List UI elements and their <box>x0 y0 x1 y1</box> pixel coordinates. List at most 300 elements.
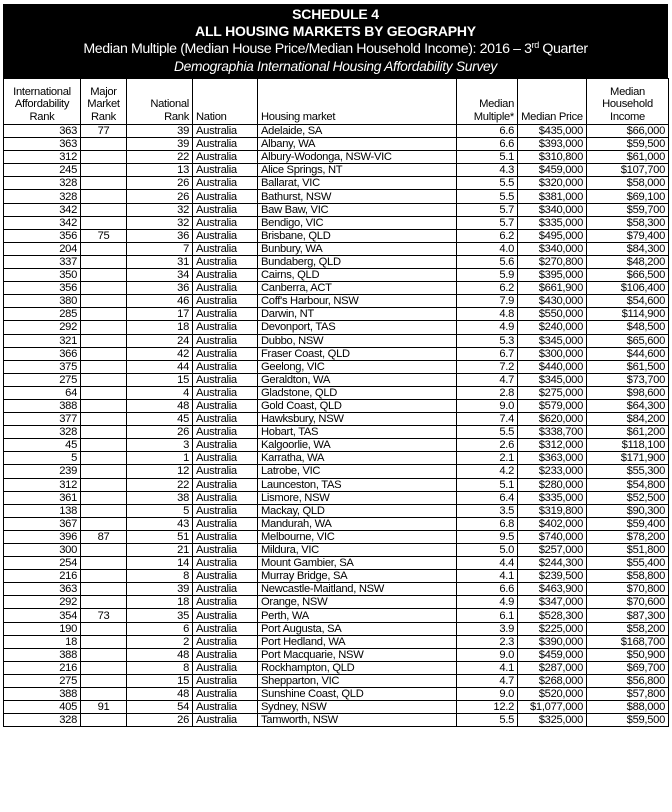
cell-multiple: 6.1 <box>457 609 518 622</box>
cell-nation: Australia <box>193 688 258 701</box>
cell-price: $335,000 <box>518 216 587 229</box>
cell-nation: Australia <box>193 530 258 543</box>
cell-nation: Australia <box>193 308 258 321</box>
cell-intl-rank: 361 <box>4 491 81 504</box>
cell-market: Shepparton, VIC <box>258 674 457 687</box>
table-row <box>4 714 669 727</box>
cell-market: Rockhampton, QLD <box>258 661 457 674</box>
cell-market: Cairns, QLD <box>258 269 457 282</box>
cell-national-rank: 5 <box>127 504 193 517</box>
cell-intl-rank: 5 <box>4 452 81 465</box>
table-row <box>4 452 669 465</box>
table-row <box>4 478 669 491</box>
cell-major-rank <box>81 714 127 727</box>
table-row <box>4 583 669 596</box>
cell-price: $345,000 <box>518 373 587 386</box>
subtitle-superscript: rd <box>531 40 539 50</box>
cell-price: $312,000 <box>518 439 587 452</box>
cell-multiple: 4.7 <box>457 674 518 687</box>
table-row <box>4 295 669 308</box>
table-row <box>4 609 669 622</box>
cell-market: Geraldton, WA <box>258 373 457 386</box>
cell-market: Mandurah, WA <box>258 517 457 530</box>
cell-price: $335,000 <box>518 491 587 504</box>
cell-national-rank: 18 <box>127 321 193 334</box>
cell-nation: Australia <box>193 557 258 570</box>
cell-intl-rank: 190 <box>4 622 81 635</box>
cell-price: $319,800 <box>518 504 587 517</box>
cell-intl-rank: 204 <box>4 242 81 255</box>
cell-national-rank: 34 <box>127 269 193 282</box>
cell-income: $70,600 <box>587 596 669 609</box>
cell-income: $50,900 <box>587 648 669 661</box>
cell-market: Ballarat, VIC <box>258 177 457 190</box>
cell-market: Alice Springs, NT <box>258 164 457 177</box>
table-row <box>4 674 669 687</box>
cell-market: Mildura, VIC <box>258 544 457 557</box>
cell-major-rank <box>81 190 127 203</box>
cell-intl-rank: 321 <box>4 334 81 347</box>
cell-nation: Australia <box>193 138 258 151</box>
cell-multiple: 5.1 <box>457 151 518 164</box>
cell-nation: Australia <box>193 229 258 242</box>
cell-price: $740,000 <box>518 530 587 543</box>
table-row <box>4 413 669 426</box>
table-row <box>4 229 669 242</box>
cell-market: Port Hedland, WA <box>258 635 457 648</box>
cell-price: $347,000 <box>518 596 587 609</box>
cell-multiple: 5.0 <box>457 544 518 557</box>
cell-price: $239,500 <box>518 570 587 583</box>
cell-market: Darwin, NT <box>258 308 457 321</box>
cell-major-rank <box>81 688 127 701</box>
cell-market: Murray Bridge, SA <box>258 570 457 583</box>
survey-name: Demographia International Housing Affordability Survey <box>173 59 498 74</box>
cell-multiple: 6.6 <box>457 138 518 151</box>
cell-national-rank: 32 <box>127 216 193 229</box>
cell-nation: Australia <box>193 321 258 334</box>
table-row <box>4 151 669 164</box>
cell-market: Fraser Coast, QLD <box>258 347 457 360</box>
cell-income: $171,900 <box>587 452 669 465</box>
cell-income: $54,600 <box>587 295 669 308</box>
cell-income: $58,000 <box>587 177 669 190</box>
cell-national-rank: 3 <box>127 439 193 452</box>
cell-market: Bendigo, VIC <box>258 216 457 229</box>
cell-national-rank: 14 <box>127 557 193 570</box>
cell-price: $268,000 <box>518 674 587 687</box>
cell-multiple: 6.2 <box>457 229 518 242</box>
cell-intl-rank: 342 <box>4 216 81 229</box>
cell-multiple: 4.1 <box>457 661 518 674</box>
cell-price: $270,800 <box>518 255 587 268</box>
cell-multiple: 9.0 <box>457 399 518 412</box>
cell-nation: Australia <box>193 714 258 727</box>
table-row <box>4 635 669 648</box>
cell-national-rank: 32 <box>127 203 193 216</box>
cell-price: $579,000 <box>518 399 587 412</box>
cell-income: $57,800 <box>587 688 669 701</box>
cell-income: $59,400 <box>587 517 669 530</box>
cell-major-rank <box>81 674 127 687</box>
table-row <box>4 517 669 530</box>
cell-price: $435,000 <box>518 125 587 138</box>
cell-national-rank: 31 <box>127 255 193 268</box>
cell-major-rank <box>81 282 127 295</box>
table-row <box>4 255 669 268</box>
cell-price: $363,000 <box>518 452 587 465</box>
table-row <box>4 269 669 282</box>
table-row <box>4 596 669 609</box>
cell-income: $59,500 <box>587 714 669 727</box>
schedule-label: SCHEDULE 4 <box>292 6 379 22</box>
cell-intl-rank: 216 <box>4 661 81 674</box>
cell-nation: Australia <box>193 242 258 255</box>
cell-income: $61,500 <box>587 360 669 373</box>
cell-price: $280,000 <box>518 478 587 491</box>
cell-major-rank <box>81 255 127 268</box>
cell-nation: Australia <box>193 360 258 373</box>
cell-national-rank: 44 <box>127 360 193 373</box>
cell-national-rank: 26 <box>127 426 193 439</box>
cell-multiple: 5.5 <box>457 426 518 439</box>
cell-nation: Australia <box>193 648 258 661</box>
cell-intl-rank: 405 <box>4 701 81 714</box>
cell-multiple: 3.9 <box>457 622 518 635</box>
cell-market: Gladstone, QLD <box>258 386 457 399</box>
cell-multiple: 5.5 <box>457 190 518 203</box>
cell-income: $79,400 <box>587 229 669 242</box>
cell-intl-rank: 388 <box>4 399 81 412</box>
cell-market: Perth, WA <box>258 609 457 622</box>
cell-intl-rank: 350 <box>4 269 81 282</box>
cell-market: Sunshine Coast, QLD <box>258 688 457 701</box>
cell-major-rank <box>81 583 127 596</box>
cell-national-rank: 48 <box>127 399 193 412</box>
cell-major-rank <box>81 622 127 635</box>
cell-multiple: 12.2 <box>457 701 518 714</box>
cell-national-rank: 22 <box>127 151 193 164</box>
cell-national-rank: 22 <box>127 478 193 491</box>
cell-national-rank: 42 <box>127 347 193 360</box>
cell-market: Albany, WA <box>258 138 457 151</box>
cell-market: Mount Gambier, SA <box>258 557 457 570</box>
cell-intl-rank: 275 <box>4 373 81 386</box>
cell-income: $78,200 <box>587 530 669 543</box>
cell-income: $88,000 <box>587 701 669 714</box>
cell-income: $66,000 <box>587 125 669 138</box>
cell-multiple: 5.9 <box>457 269 518 282</box>
cell-market: Kalgoorlie, WA <box>258 439 457 452</box>
cell-intl-rank: 363 <box>4 138 81 151</box>
cell-price: $287,000 <box>518 661 587 674</box>
cell-national-rank: 36 <box>127 282 193 295</box>
cell-market: Baw Baw, VIC <box>258 203 457 216</box>
cell-income: $48,500 <box>587 321 669 334</box>
cell-income: $52,500 <box>587 491 669 504</box>
cell-multiple: 2.1 <box>457 452 518 465</box>
cell-nation: Australia <box>193 674 258 687</box>
cell-price: $240,000 <box>518 321 587 334</box>
cell-national-rank: 21 <box>127 544 193 557</box>
table-row <box>4 125 669 138</box>
cell-major-rank <box>81 399 127 412</box>
cell-intl-rank: 356 <box>4 282 81 295</box>
cell-market: Devonport, TAS <box>258 321 457 334</box>
table-row <box>4 308 669 321</box>
table-row <box>4 465 669 478</box>
table-row <box>4 347 669 360</box>
cell-nation: Australia <box>193 413 258 426</box>
cell-multiple: 2.6 <box>457 439 518 452</box>
table-row <box>4 164 669 177</box>
cell-multiple: 2.3 <box>457 635 518 648</box>
table-row <box>4 530 669 543</box>
cell-multiple: 4.7 <box>457 373 518 386</box>
cell-market: Orange, NSW <box>258 596 457 609</box>
cell-major-rank: 73 <box>81 609 127 622</box>
cell-market: Hobart, TAS <box>258 426 457 439</box>
cell-national-rank: 43 <box>127 517 193 530</box>
table-row <box>4 426 669 439</box>
cell-income: $61,200 <box>587 426 669 439</box>
housing-markets-table <box>3 78 669 727</box>
subtitle-end: Quarter <box>538 41 588 57</box>
table-row <box>4 570 669 583</box>
table-row <box>4 216 669 229</box>
cell-multiple: 7.9 <box>457 295 518 308</box>
cell-market: Brisbane, QLD <box>258 229 457 242</box>
cell-major-rank <box>81 386 127 399</box>
cell-income: $70,800 <box>587 583 669 596</box>
cell-nation: Australia <box>193 609 258 622</box>
cell-nation: Australia <box>193 203 258 216</box>
table-row <box>4 177 669 190</box>
cell-market: Port Augusta, SA <box>258 622 457 635</box>
cell-major-rank <box>81 648 127 661</box>
table-row <box>4 504 669 517</box>
cell-national-rank: 38 <box>127 491 193 504</box>
cell-major-rank <box>81 295 127 308</box>
cell-price: $300,000 <box>518 347 587 360</box>
cell-nation: Australia <box>193 452 258 465</box>
cell-national-rank: 1 <box>127 452 193 465</box>
subtitle-main: Median Multiple (Median House Price/Median Household Income): 2016 – 3 <box>83 41 532 57</box>
cell-major-rank <box>81 413 127 426</box>
cell-multiple: 6.7 <box>457 347 518 360</box>
cell-intl-rank: 292 <box>4 596 81 609</box>
cell-national-rank: 2 <box>127 635 193 648</box>
col-header-price: Median Price <box>518 79 587 125</box>
cell-major-rank <box>81 517 127 530</box>
cell-price: $459,000 <box>518 648 587 661</box>
cell-nation: Australia <box>193 269 258 282</box>
cell-multiple: 5.7 <box>457 203 518 216</box>
cell-income: $54,800 <box>587 478 669 491</box>
cell-intl-rank: 45 <box>4 439 81 452</box>
cell-market: Bunbury, WA <box>258 242 457 255</box>
cell-national-rank: 39 <box>127 125 193 138</box>
cell-nation: Australia <box>193 334 258 347</box>
table-row <box>4 321 669 334</box>
cell-national-rank: 8 <box>127 661 193 674</box>
cell-nation: Australia <box>193 622 258 635</box>
cell-major-rank <box>81 308 127 321</box>
cell-major-rank <box>81 635 127 648</box>
cell-nation: Australia <box>193 190 258 203</box>
cell-national-rank: 35 <box>127 609 193 622</box>
cell-market: Launceston, TAS <box>258 478 457 491</box>
cell-intl-rank: 292 <box>4 321 81 334</box>
cell-major-rank <box>81 504 127 517</box>
cell-income: $84,200 <box>587 413 669 426</box>
table-row <box>4 544 669 557</box>
cell-major-rank <box>81 596 127 609</box>
cell-price: $463,900 <box>518 583 587 596</box>
cell-market: Coff's Harbour, NSW <box>258 295 457 308</box>
cell-intl-rank: 239 <box>4 465 81 478</box>
cell-income: $69,100 <box>587 190 669 203</box>
cell-income: $55,300 <box>587 465 669 478</box>
cell-multiple: 4.4 <box>457 557 518 570</box>
cell-income: $55,400 <box>587 557 669 570</box>
cell-major-rank <box>81 203 127 216</box>
cell-income: $61,000 <box>587 151 669 164</box>
table-row <box>4 648 669 661</box>
cell-income: $51,800 <box>587 544 669 557</box>
cell-intl-rank: 312 <box>4 151 81 164</box>
cell-market: Port Macquarie, NSW <box>258 648 457 661</box>
cell-intl-rank: 366 <box>4 347 81 360</box>
cell-income: $65,600 <box>587 334 669 347</box>
cell-income: $107,700 <box>587 164 669 177</box>
cell-intl-rank: 380 <box>4 295 81 308</box>
cell-price: $257,000 <box>518 544 587 557</box>
cell-multiple: 6.4 <box>457 491 518 504</box>
cell-multiple: 4.3 <box>457 164 518 177</box>
cell-intl-rank: 300 <box>4 544 81 557</box>
cell-major-rank <box>81 491 127 504</box>
cell-income: $44,600 <box>587 347 669 360</box>
cell-market: Bathurst, NSW <box>258 190 457 203</box>
cell-price: $402,000 <box>518 517 587 530</box>
cell-intl-rank: 275 <box>4 674 81 687</box>
cell-price: $495,000 <box>518 229 587 242</box>
cell-income: $87,300 <box>587 609 669 622</box>
cell-price: $381,000 <box>518 190 587 203</box>
cell-market: Latrobe, VIC <box>258 465 457 478</box>
cell-price: $440,000 <box>518 360 587 373</box>
cell-nation: Australia <box>193 282 258 295</box>
cell-major-rank <box>81 151 127 164</box>
cell-price: $393,000 <box>518 138 587 151</box>
table-row <box>4 203 669 216</box>
cell-price: $395,000 <box>518 269 587 282</box>
cell-multiple: 4.2 <box>457 465 518 478</box>
cell-major-rank: 91 <box>81 701 127 714</box>
cell-national-rank: 45 <box>127 413 193 426</box>
cell-price: $528,300 <box>518 609 587 622</box>
cell-income: $58,800 <box>587 570 669 583</box>
cell-multiple: 5.5 <box>457 714 518 727</box>
cell-national-rank: 26 <box>127 714 193 727</box>
cell-market: Mackay, QLD <box>258 504 457 517</box>
cell-multiple: 4.8 <box>457 308 518 321</box>
cell-market: Albury-Wodonga, NSW-VIC <box>258 151 457 164</box>
cell-nation: Australia <box>193 386 258 399</box>
cell-nation: Australia <box>193 177 258 190</box>
cell-intl-rank: 363 <box>4 125 81 138</box>
cell-price: $430,000 <box>518 295 587 308</box>
cell-nation: Australia <box>193 373 258 386</box>
cell-price: $325,000 <box>518 714 587 727</box>
cell-intl-rank: 388 <box>4 648 81 661</box>
cell-multiple: 7.4 <box>457 413 518 426</box>
cell-nation: Australia <box>193 544 258 557</box>
cell-multiple: 6.2 <box>457 282 518 295</box>
table-row <box>4 242 669 255</box>
cell-price: $520,000 <box>518 688 587 701</box>
cell-major-rank <box>81 557 127 570</box>
cell-major-rank <box>81 242 127 255</box>
table-row <box>4 373 669 386</box>
cell-price: $1,077,000 <box>518 701 587 714</box>
col-header-nation: Nation <box>193 79 258 125</box>
cell-major-rank <box>81 360 127 373</box>
cell-intl-rank: 254 <box>4 557 81 570</box>
cell-major-rank <box>81 164 127 177</box>
cell-national-rank: 4 <box>127 386 193 399</box>
cell-intl-rank: 356 <box>4 229 81 242</box>
cell-income: $66,500 <box>587 269 669 282</box>
table-body <box>4 125 669 727</box>
cell-major-rank: 75 <box>81 229 127 242</box>
cell-major-rank <box>81 373 127 386</box>
cell-income: $98,600 <box>587 386 669 399</box>
cell-national-rank: 36 <box>127 229 193 242</box>
cell-nation: Australia <box>193 661 258 674</box>
table-row <box>4 622 669 635</box>
cell-major-rank <box>81 334 127 347</box>
cell-income: $118,100 <box>587 439 669 452</box>
col-header-major-rank: Major Market Rank <box>81 79 127 125</box>
table-row <box>4 282 669 295</box>
cell-major-rank <box>81 661 127 674</box>
cell-price: $310,800 <box>518 151 587 164</box>
cell-intl-rank: 396 <box>4 530 81 543</box>
cell-nation: Australia <box>193 347 258 360</box>
table-row <box>4 360 669 373</box>
cell-national-rank: 48 <box>127 648 193 661</box>
cell-intl-rank: 245 <box>4 164 81 177</box>
cell-price: $390,000 <box>518 635 587 648</box>
cell-income: $56,800 <box>587 674 669 687</box>
cell-national-rank: 39 <box>127 583 193 596</box>
cell-nation: Australia <box>193 583 258 596</box>
cell-multiple: 6.6 <box>457 583 518 596</box>
col-header-income: Median Household Income <box>587 79 669 125</box>
subtitle <box>4 40 667 58</box>
table-row <box>4 334 669 347</box>
cell-intl-rank: 328 <box>4 426 81 439</box>
cell-national-rank: 39 <box>127 138 193 151</box>
cell-major-rank <box>81 347 127 360</box>
cell-market: Karratha, WA <box>258 452 457 465</box>
cell-income: $58,300 <box>587 216 669 229</box>
cell-national-rank: 17 <box>127 308 193 321</box>
table-row <box>4 688 669 701</box>
cell-major-rank <box>81 216 127 229</box>
